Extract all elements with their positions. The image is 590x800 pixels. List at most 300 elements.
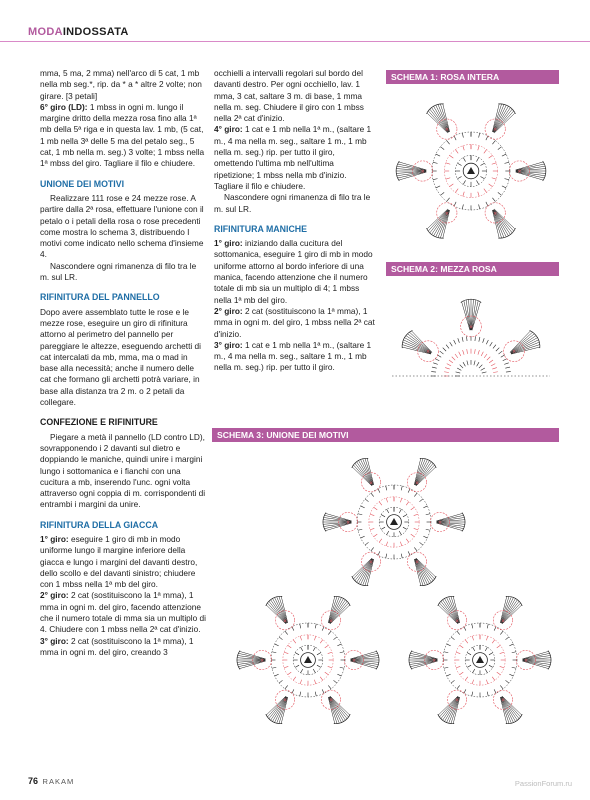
cross-mark: ×	[517, 169, 522, 175]
stitch-mark	[313, 669, 315, 673]
cross-mark: ×	[414, 559, 420, 566]
stitch-mark	[301, 669, 303, 673]
stitch-mark	[381, 527, 385, 529]
stitch-mark	[502, 186, 506, 188]
stitch-mark	[446, 163, 450, 164]
stitch-mark	[446, 178, 450, 179]
stitch-mark	[374, 534, 378, 537]
text-column-middle	[214, 68, 376, 374]
stitch-mark	[447, 141, 450, 145]
stitch-mark	[504, 363, 509, 365]
start-arrow-icon	[304, 656, 312, 663]
stitch-mark	[500, 652, 504, 653]
stitch-mark	[480, 176, 484, 178]
stitch-mark	[497, 672, 501, 675]
stitch-mark	[492, 677, 495, 681]
stitch-mark	[455, 354, 458, 358]
stitch-mark	[457, 685, 460, 688]
stitch-mark	[365, 499, 368, 502]
cross-mark: ×	[414, 480, 420, 487]
stitch-mark	[473, 669, 475, 673]
stitch-mark	[465, 640, 468, 644]
stitch-mark	[450, 155, 454, 158]
stitch-mark	[457, 176, 461, 178]
stitch-mark	[325, 645, 329, 648]
stitch-mark	[478, 192, 479, 196]
stitch-mark	[284, 652, 288, 653]
stitch-mark	[500, 685, 503, 688]
stitch-mark	[496, 348, 499, 351]
cross-mark: ×	[283, 618, 288, 625]
stitch-mark	[317, 665, 321, 667]
stitch-mark	[479, 133, 480, 138]
cross-mark: ×	[493, 210, 498, 217]
stitch-mark	[279, 637, 282, 640]
paragraph	[40, 102, 206, 170]
stitch-mark	[447, 674, 451, 676]
stitch-mark	[473, 647, 475, 651]
stitch-mark	[447, 644, 451, 646]
stitch-mark	[462, 204, 463, 209]
stitch-mark	[365, 542, 368, 545]
stitch-mark	[463, 350, 464, 355]
stitch-mark	[293, 677, 296, 681]
stitch-mark	[455, 189, 458, 193]
stitch-mark	[315, 624, 316, 628]
stitch-mark	[333, 680, 336, 683]
paragraph	[214, 124, 376, 192]
paragraph: Piegare a metà il pannello (LD contro LD), sovrapponendo i 2 davanti sul dietro e doppiando le maniche, quindi unire i margini lungo i sottomanica e i fianchi con una cucitura a mb, inserendo l'unc. ogni volta attraverso ogni coppia di m. corrispondenti di entrambi i margini da unire.	[40, 431, 206, 510]
section-heading: UNIONE DEI MOTIVI	[40, 178, 125, 189]
stitch-mark	[509, 674, 513, 676]
cross-mark: ×	[328, 697, 334, 704]
stitch-mark	[481, 352, 483, 356]
stitch-mark	[272, 667, 276, 668]
stitch-mark	[285, 631, 288, 634]
start-arrow-icon	[467, 167, 475, 174]
cross-mark: ×	[437, 520, 443, 526]
schema-1-label: SCHEMA 1: ROSA INTERA	[386, 70, 559, 84]
stitch-mark	[386, 498, 387, 502]
stitch-mark	[374, 507, 378, 510]
paragraph: mma, 5 ma, 2 mma) nell'arco di 5 cat, 1 mb nella mb seg.*, rip. da * a * altre 2 volte; non girare. [3 petali]	[40, 68, 202, 101]
stitch-mark	[460, 672, 464, 675]
paragraph-text: eseguire 1 giro di mb in modo uniforme lungo il margine inferiore della giacca e lungo i margini del davanti destro, dello scollo e del davanti sinistro; chiudere con 1 mbss nella 1ª mb del giro.	[40, 533, 198, 590]
paragraph: Realizzare 111 rose e 24 mezze rose. A partire dalla 2ª rosa, effettuare l'unione con il petalo o i petali della rosa o rose precedenti come mostra lo schema 3, distribuendo I motivi come indicato nello schema d'insieme 4.	[40, 192, 204, 260]
section-heading: CONFEZIONE E RIFINITURE	[40, 417, 158, 428]
stitch-mark	[492, 141, 495, 145]
cross-mark: ×	[493, 127, 498, 134]
stitch-mark	[275, 674, 279, 676]
stitch-mark	[337, 674, 341, 676]
round-label: 2° giro:	[214, 305, 243, 316]
cross-mark: ×	[455, 697, 460, 704]
crochet-diagram-half-rose	[388, 280, 554, 384]
stitch-mark	[485, 647, 487, 651]
stitch-mark	[489, 653, 493, 655]
stitch-mark	[370, 528, 374, 529]
stitch-mark	[285, 685, 288, 688]
cross-mark: ×	[455, 618, 460, 625]
round-label: 3° giro:	[214, 339, 243, 350]
paragraph-text: 2 cat (sostituiscono la 1ª mma), 1 mma in ogni m. del giro, 1 mbss nella 2ª cat d'inizio.	[214, 305, 375, 339]
stitch-mark	[463, 192, 464, 196]
cross-mark: ×	[500, 618, 506, 625]
stitch-mark	[431, 372, 436, 373]
stitch-mark	[502, 154, 506, 156]
stitch-mark	[406, 539, 409, 543]
stitch-mark	[322, 627, 324, 631]
paragraph: Dopo avere assemblato tutte le rose e le mezze rose, eseguire un giro di rifinitura attorno al perimetro del pannello per pareggiare le altezze, eseguendo archetti di cat intercalati da mb, mma, ma o mad in base alla necessità; anche il numero delle cat che formano gli archetti potrà variare, in base alla distanza tra 2 m. o 2 petali da collegare.	[40, 306, 201, 408]
page-footer	[28, 776, 74, 786]
stitch-mark	[454, 340, 456, 344]
cross-mark: ×	[444, 210, 450, 217]
stitch-mark	[320, 677, 323, 681]
stitch-mark	[433, 363, 438, 365]
stitch-mark	[300, 624, 301, 628]
stitch-mark	[272, 652, 276, 653]
start-arrow-icon	[476, 656, 484, 663]
stitch-mark	[449, 360, 453, 363]
stitch-mark	[328, 666, 332, 667]
stitch-mark	[484, 354, 487, 358]
stitch-mark	[465, 677, 468, 681]
stitch-mark	[411, 534, 415, 537]
stitch-mark	[489, 184, 493, 187]
stitch-mark	[414, 528, 418, 529]
paragraph-text: 2 cat (sostituiscono la 1ª mma), 1 mma in ogni m. del giro, facendo attenzione che il numero totale di mma sia un multiplo di 4. Chiudere con 1 mbss nella 2ª cat d'inizio.	[40, 590, 207, 635]
watermark: PassionForum.ru	[514, 779, 572, 788]
stitch-mark	[460, 645, 464, 648]
stitch-mark	[459, 352, 461, 356]
stitch-mark	[476, 180, 478, 184]
page-number: 76	[28, 776, 39, 786]
stitch-mark	[492, 163, 496, 164]
stitch-mark	[467, 665, 471, 667]
stitch-mark	[444, 652, 448, 653]
stitch-mark	[450, 342, 453, 346]
stitch-mark	[451, 637, 454, 640]
stitch-mark	[325, 672, 329, 675]
stitch-mark	[387, 509, 389, 513]
stitch-mark	[479, 337, 480, 342]
stitch-mark	[462, 337, 463, 342]
stitch-mark	[476, 157, 478, 161]
paragraph: Nascondere ogni rimanenza di filo tra le m. sul LR.	[40, 260, 197, 283]
stitch-mark	[401, 486, 402, 490]
stitch-mark	[436, 186, 440, 188]
stitch-mark	[494, 689, 496, 693]
section-heading: RIFINITURA MANICHE	[214, 223, 308, 234]
stitch-mark	[479, 204, 480, 209]
stitch-mark	[490, 342, 493, 346]
section-title	[28, 26, 129, 38]
stitch-mark	[300, 692, 301, 696]
schema-2-label: SCHEMA 2: MEZZA ROSA	[386, 262, 559, 276]
stitch-mark	[371, 493, 374, 496]
stitch-mark	[512, 667, 516, 668]
stitch-mark	[501, 355, 505, 358]
stitch-mark	[454, 136, 456, 140]
stitch-mark	[295, 665, 299, 667]
crochet-diagram-full-rose	[388, 88, 554, 254]
stitch-mark	[295, 653, 299, 655]
stitch-mark	[400, 542, 401, 546]
stitch-mark	[446, 345, 449, 349]
cross-mark: ×	[369, 559, 374, 566]
stitch-mark	[506, 372, 511, 373]
round-label: 6° giro (LD):	[40, 101, 88, 112]
round-label: 2° giro:	[40, 590, 69, 601]
stitch-mark	[457, 631, 460, 634]
schema-3-label: SCHEMA 3: UNIONE DEI MOTIVI	[212, 428, 559, 442]
round-label: 3° giro:	[40, 635, 69, 646]
stitch-mark	[436, 154, 440, 156]
stitch-mark	[432, 367, 437, 368]
stitch-mark	[293, 640, 296, 644]
stitch-mark	[480, 163, 484, 165]
stitch-mark	[358, 514, 362, 515]
stitch-mark	[419, 542, 422, 545]
paragraph: Nascondere ogni rimanenza di filo tra le m. sul LR.	[214, 192, 371, 214]
cross-mark: ×	[369, 480, 374, 487]
stitch-mark	[408, 489, 410, 493]
stitch-mark	[492, 640, 495, 644]
stitch-mark	[288, 672, 292, 675]
stitch-mark	[315, 692, 316, 696]
stitch-mark	[464, 627, 466, 631]
stitch-mark	[423, 536, 427, 538]
stitch-mark	[275, 644, 279, 646]
stitch-mark	[401, 554, 402, 558]
stitch-mark	[435, 359, 439, 361]
stitch-mark	[426, 514, 430, 515]
stitch-mark	[486, 680, 487, 684]
start-arrow-icon	[390, 518, 398, 525]
stitch-mark	[288, 645, 292, 648]
cross-mark: ×	[523, 658, 529, 664]
stitch-mark	[358, 529, 362, 530]
stitch-mark	[463, 362, 465, 366]
stitch-mark	[491, 364, 495, 366]
stitch-mark	[475, 336, 476, 341]
stitch-mark	[486, 340, 488, 344]
paragraph	[40, 636, 206, 659]
stitch-mark	[387, 531, 389, 535]
stitch-mark	[487, 692, 488, 696]
stitch-mark	[472, 680, 473, 684]
stitch-mark	[493, 345, 496, 349]
stitch-mark	[505, 637, 508, 640]
stitch-mark	[467, 336, 468, 341]
stitch-mark	[433, 179, 438, 180]
stitch-mark	[455, 150, 458, 154]
paragraph-text: 2 cat (sostituiscono la 1ª mma), 1 mma in ogni m. del giro, creando 3	[40, 635, 194, 657]
stitch-mark	[451, 680, 454, 683]
stitch-mark	[406, 502, 409, 506]
stitch-mark	[441, 147, 445, 150]
stitch-mark	[486, 202, 488, 206]
stitch-mark	[292, 689, 294, 693]
stitch-mark	[500, 631, 503, 634]
stitch-mark	[478, 146, 479, 150]
stitch-mark	[447, 364, 451, 366]
stitch-mark	[400, 498, 401, 502]
stitch-mark	[361, 506, 365, 508]
stitch-mark	[498, 147, 502, 150]
stitch-mark	[457, 163, 461, 165]
stitch-mark	[489, 155, 493, 158]
section-heading: RIFINITURA DELLA GIACCA	[40, 519, 159, 530]
stitch-mark	[505, 680, 508, 683]
stitch-mark	[386, 542, 387, 546]
stitch-mark	[381, 515, 385, 517]
stitch-mark	[403, 527, 407, 529]
paragraph	[214, 238, 376, 306]
cross-mark: ×	[346, 520, 351, 526]
stitch-mark	[460, 365, 463, 368]
paragraph	[214, 306, 376, 340]
cross-mark: ×	[426, 349, 431, 356]
text-column-left	[40, 68, 206, 658]
stitch-mark	[337, 644, 341, 646]
stitch-mark	[486, 136, 488, 140]
stitch-mark	[463, 157, 465, 161]
cross-mark: ×	[420, 169, 425, 175]
stitch-mark	[313, 647, 315, 651]
stitch-mark	[504, 162, 509, 163]
stitch-mark	[378, 551, 380, 555]
paragraph	[40, 590, 206, 635]
stitch-mark	[481, 368, 485, 370]
stitch-mark	[279, 680, 282, 683]
stitch-mark	[379, 539, 382, 543]
crochet-diagram-motif-join	[232, 446, 556, 738]
stitch-mark	[333, 637, 336, 640]
stitch-mark	[478, 350, 479, 355]
stitch-mark	[447, 198, 450, 202]
paragraph-text: iniziando dalla cucitura del sottomanica, eseguire 1 giro di mb in modo uniforme attorno al bordo inferiore di una manica, facendo attenzione che il numero totale di mb sia un multiplo di 4; 1 mbss nella 1ª mb del giro.	[214, 238, 373, 305]
section-title-part-a: MODA	[28, 26, 63, 38]
stitch-mark	[509, 644, 513, 646]
paragraph	[214, 340, 376, 374]
stitch-mark	[464, 689, 466, 693]
round-label: 1° giro:	[40, 533, 69, 544]
stitch-mark	[467, 349, 468, 354]
stitch-mark	[484, 189, 487, 193]
stitch-mark	[340, 667, 344, 668]
stitch-mark	[328, 631, 331, 634]
stitch-mark	[423, 506, 427, 508]
stitch-mark	[497, 645, 501, 648]
stitch-mark	[463, 146, 464, 150]
section-title-part-b: INDOSSATA	[62, 26, 129, 38]
cross-mark: ×	[260, 658, 265, 664]
stitch-mark	[445, 368, 450, 369]
stitch-mark	[450, 184, 454, 187]
cross-mark: ×	[444, 127, 450, 134]
stitch-mark	[512, 652, 516, 653]
stitch-mark	[328, 652, 332, 653]
stitch-mark	[456, 652, 460, 653]
stitch-mark	[411, 507, 415, 510]
stitch-mark	[492, 198, 495, 202]
stitch-mark	[458, 338, 460, 343]
cross-mark: ×	[283, 697, 288, 704]
stitch-mark	[317, 653, 321, 655]
stitch-mark	[492, 368, 497, 369]
stitch-mark	[472, 636, 473, 640]
section-heading: RIFINITURA DEL PANNELLO	[40, 292, 160, 303]
stitch-mark	[443, 348, 446, 351]
stitch-mark	[482, 372, 487, 373]
stitch-mark	[489, 360, 493, 363]
stitch-mark	[444, 372, 449, 373]
stitch-mark	[419, 499, 422, 502]
stitch-mark	[503, 359, 507, 361]
stitch-mark	[408, 551, 410, 555]
stitch-mark	[484, 150, 487, 154]
stitch-mark	[462, 133, 463, 138]
stitch-mark	[472, 692, 473, 696]
stitch-mark	[463, 180, 465, 184]
stitch-mark	[386, 486, 387, 490]
stitch-mark	[284, 666, 288, 667]
cross-mark: ×	[351, 658, 357, 664]
cross-mark: ×	[469, 324, 474, 331]
stitch-mark	[504, 179, 509, 180]
stitch-mark	[500, 666, 504, 667]
stitch-mark	[414, 493, 417, 496]
stitch-mark	[487, 624, 488, 628]
stitch-mark	[328, 685, 331, 688]
stitch-mark	[483, 338, 485, 343]
stitch-mark	[494, 627, 496, 631]
page-header	[0, 0, 590, 44]
stitch-mark	[314, 636, 315, 640]
stitch-mark	[487, 357, 490, 360]
stitch-mark	[378, 489, 380, 493]
stitch-mark	[492, 178, 496, 179]
stitch-mark	[414, 547, 417, 550]
stitch-mark	[370, 514, 374, 515]
stitch-mark	[440, 351, 444, 354]
stitch-mark	[498, 192, 502, 195]
stitch-mark	[361, 536, 365, 538]
stitch-mark	[456, 372, 461, 373]
stitch-mark	[486, 636, 487, 640]
stitch-mark	[493, 372, 498, 373]
paragraph: occhielli a intervalli regolari sul bordo del davanti destro. Per ogni occhiello, lav. 1 mma, 3 cat, saltare 3 m. di base, 1 mma nella m. seg. Chiudere il giro con 1 mbss nella 2ª cat d'inizio.	[214, 68, 364, 124]
stitch-mark	[386, 554, 387, 558]
stitch-mark	[467, 361, 468, 366]
stitch-mark	[379, 502, 382, 506]
paragraph-text: 1 cat e 1 mb nella 1ª m., (saltare 1 m., 4 ma nella m. seg., saltare 1 m., 1 mb nella m. seg.) rip. per tutto il giro.	[214, 339, 372, 373]
round-label: 1° giro:	[214, 238, 243, 249]
paragraph-text: 1 mbss in ogni m. lungo il margine dritto della mezza rosa fino alla 1ª mb della 5ª riga e in questa lav. 1 mb, (5 cat, 1 mb nella 3ª delle 5 ma del petalo seg., 5 cat, 1 mb nella m. seg.) 3 volte; 1 mbss nella 1ª mbss del giro. Tagliare il filo e chiudere.	[40, 101, 205, 169]
stitch-mark	[433, 162, 438, 163]
stitch-mark	[314, 680, 315, 684]
paragraph	[40, 534, 206, 590]
stitch-mark	[472, 624, 473, 628]
stitch-mark	[489, 665, 493, 667]
stitch-mark	[475, 349, 476, 354]
stitch-mark	[505, 367, 510, 368]
magazine-name: RAKAM	[42, 777, 75, 786]
cross-mark: ×	[328, 618, 334, 625]
header-divider	[0, 41, 590, 42]
stitch-mark	[444, 667, 448, 668]
